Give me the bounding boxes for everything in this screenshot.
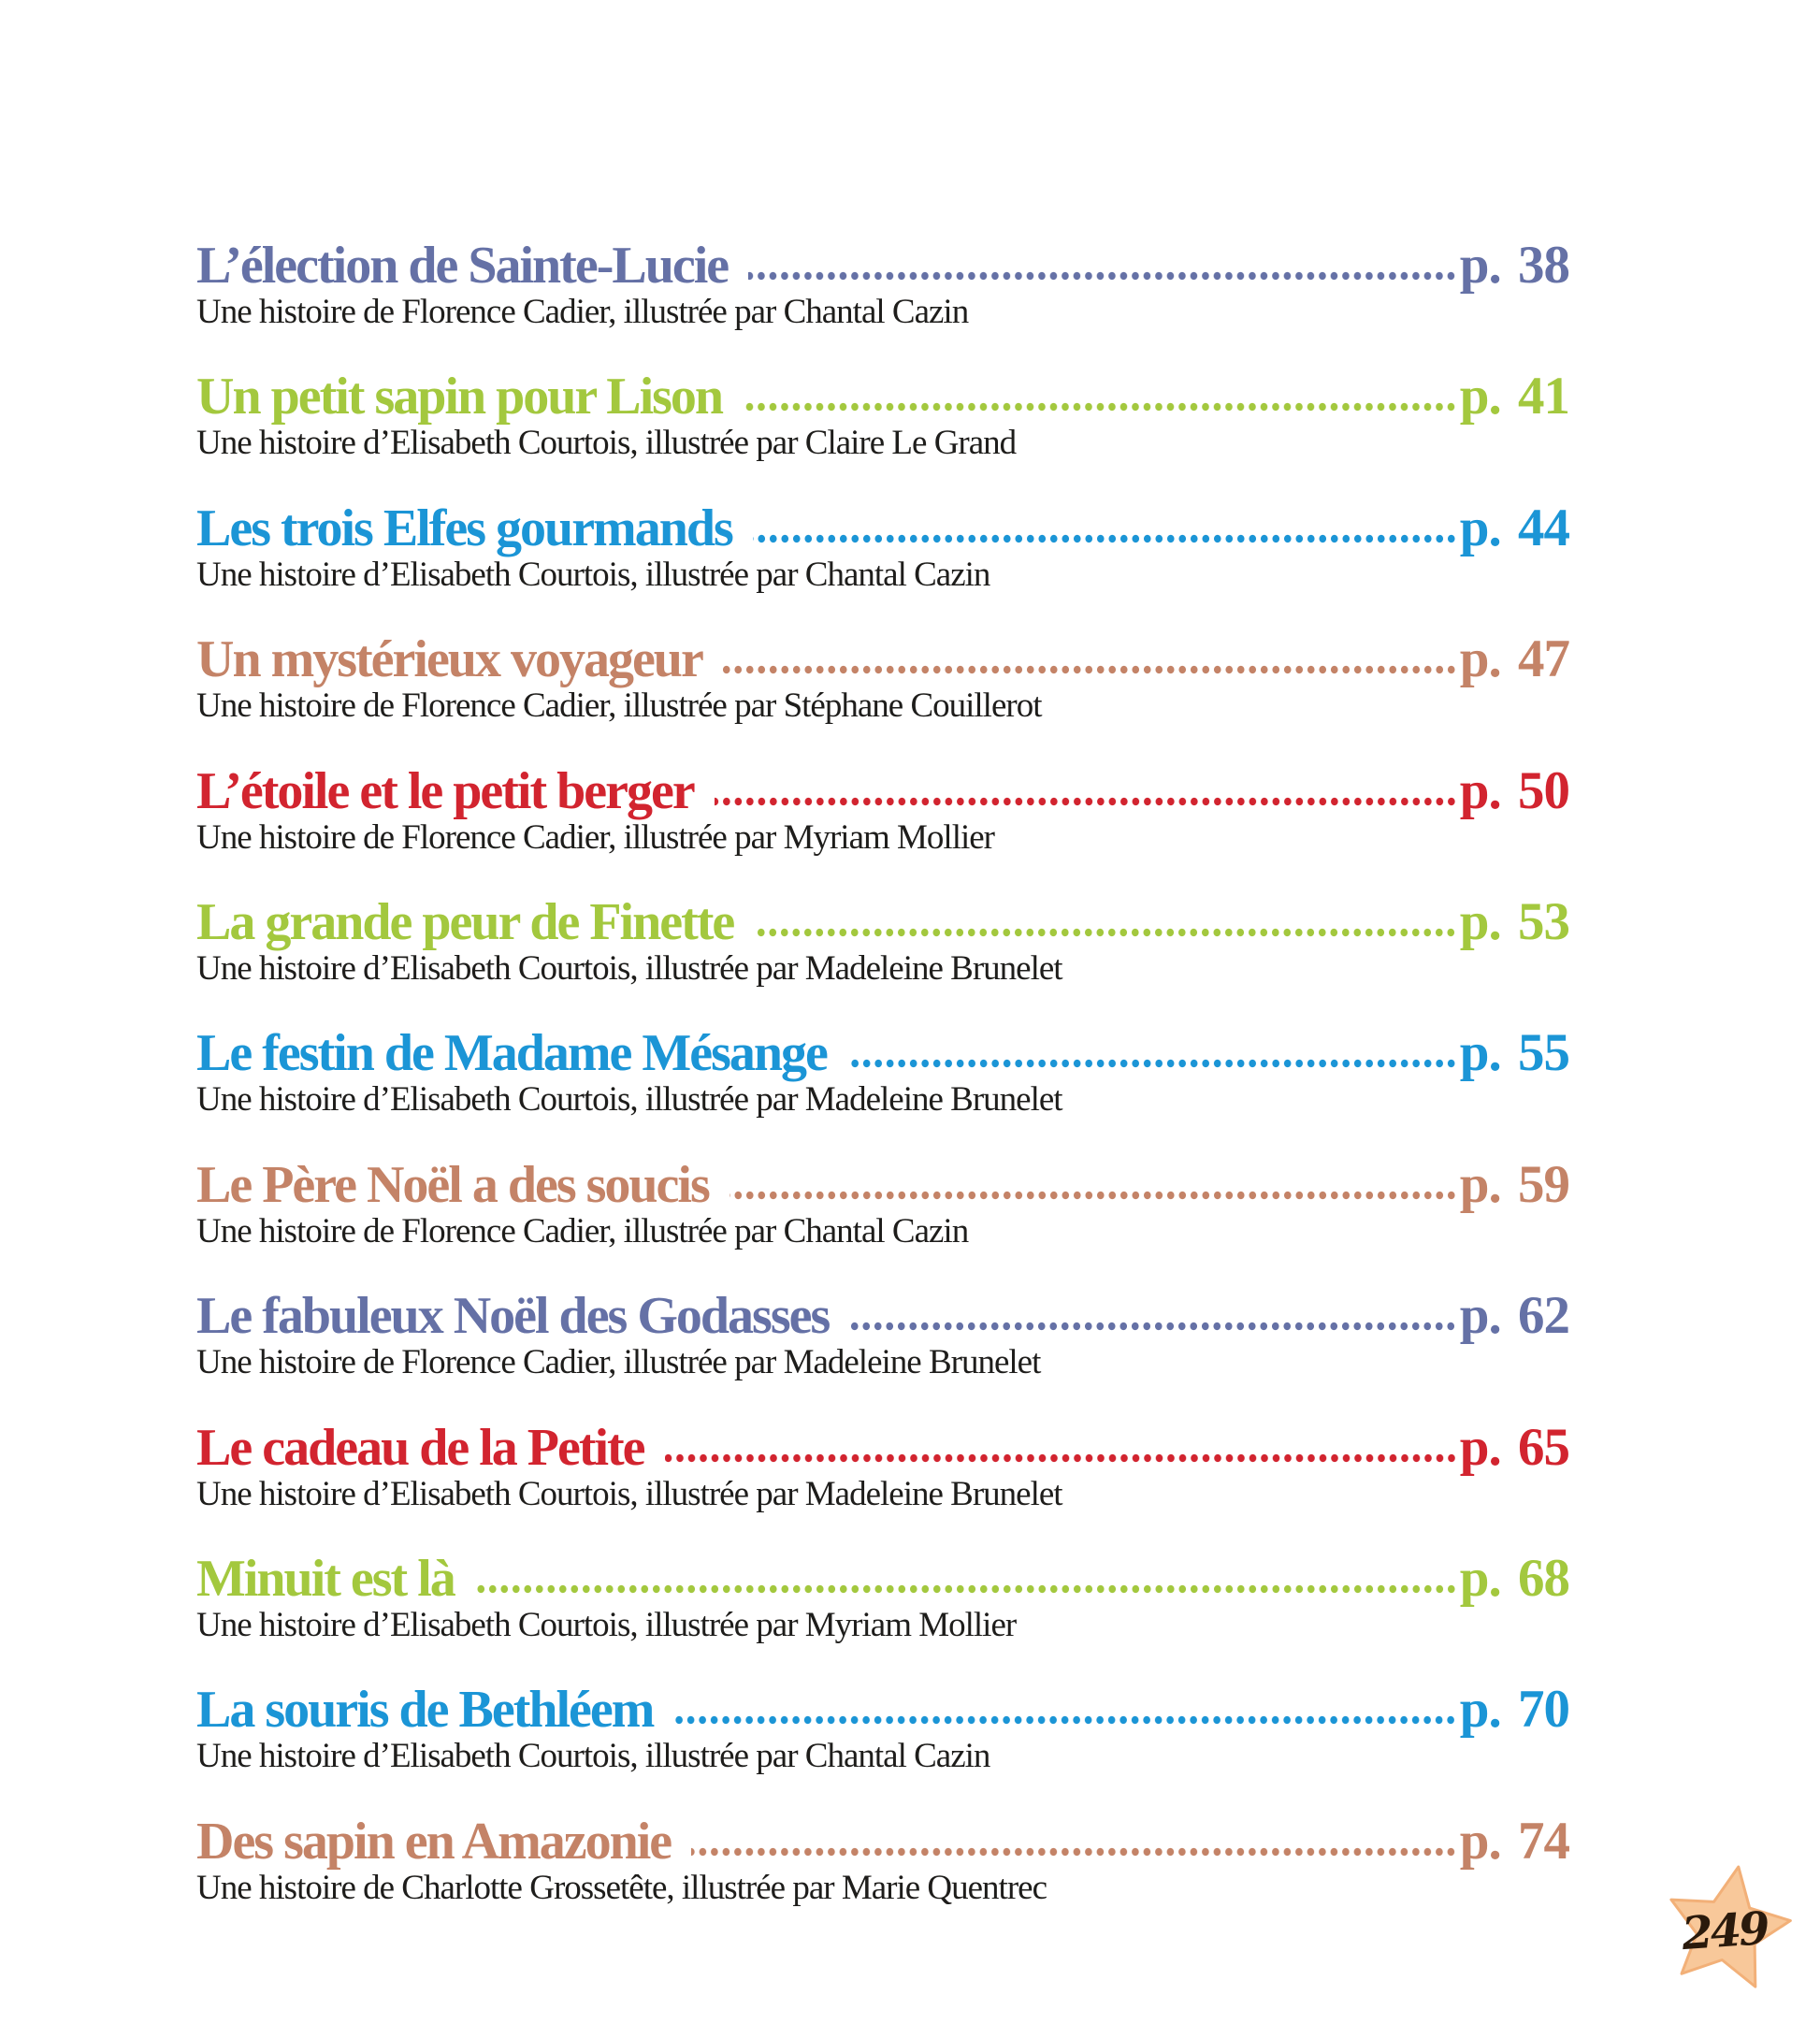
entry-credit: Une histoire d’Elisabeth Courtois, illustrée par Madeleine Brunelet <box>196 1080 1062 1120</box>
dotted-leader <box>849 1321 1457 1332</box>
entry-title: Le festin de Madame Mésange <box>196 1024 827 1083</box>
entry-title-row <box>196 1682 1569 1738</box>
entry-title: L’étoile et le petit berger <box>196 761 694 820</box>
dotted-leader <box>723 664 1457 675</box>
entry-title-row <box>196 500 1569 556</box>
toc-entry <box>196 1417 1569 1513</box>
entry-title-row <box>196 1154 1569 1214</box>
toc-entry <box>196 891 1569 988</box>
entry-title: Minuit est là <box>196 1549 455 1608</box>
dotted-leader <box>847 1058 1457 1069</box>
entry-page-number: p. 47 <box>1459 629 1569 689</box>
entry-credit: Une histoire de Florence Cadier, illustrée par Chantal Cazin <box>196 1211 969 1250</box>
entry-credit: Une histoire de Florence Cadier, illustrée par Stéphane Couillerot <box>196 687 1042 726</box>
toc-entry <box>196 238 1569 331</box>
dotted-leader <box>754 927 1457 938</box>
entry-credit: Une histoire de Florence Cadier, illustrée par Chantal Cazin <box>196 293 969 331</box>
entry-page-number: p. 53 <box>1459 891 1569 951</box>
toc-list <box>196 238 1569 1944</box>
entry-credit: Une histoire d’Elisabeth Courtois, illustrée par Chantal Cazin <box>196 555 990 594</box>
entry-page-number: p. 62 <box>1459 1286 1569 1346</box>
entry-title-row <box>196 238 1569 294</box>
toc-entry <box>196 1548 1569 1644</box>
entry-credit: Une histoire d’Elisabeth Courtois, illustrée par Claire Le Grand <box>196 424 1017 463</box>
dotted-leader <box>743 401 1457 412</box>
entry-page-number: p. 50 <box>1459 760 1569 820</box>
toc-entry <box>196 1288 1569 1381</box>
toc-entry <box>196 1025 1569 1119</box>
entry-page-number: p. 41 <box>1459 367 1569 426</box>
toc-entry <box>196 369 1569 462</box>
dotted-leader <box>715 796 1457 807</box>
entry-title: Un petit sapin pour Lison <box>196 368 723 426</box>
entry-title: Le Père Noël a des soucis <box>196 1155 709 1214</box>
dotted-leader <box>753 533 1457 544</box>
entry-title-row <box>196 760 1569 820</box>
star-icon <box>1634 1836 1820 2023</box>
dotted-leader <box>673 1714 1456 1726</box>
entry-page-number: p. 74 <box>1459 1811 1569 1871</box>
entry-title-row <box>196 1025 1569 1081</box>
entry-title: Des sapin en Amazonie <box>196 1812 672 1871</box>
entry-title: Un mystérieux voyageur <box>196 630 702 689</box>
toc-entry <box>196 1682 1569 1775</box>
page-number-star <box>1634 1836 1820 2023</box>
entry-page-number: p. 68 <box>1459 1548 1569 1608</box>
entry-title: Les trois Elfes gourmands <box>196 499 732 557</box>
entry-title: La grande peur de Finette <box>196 892 734 951</box>
entry-title-row <box>196 1288 1569 1344</box>
entry-title-row <box>196 1417 1569 1477</box>
entry-credit: Une histoire d’Elisabeth Courtois, illustrée par Myriam Mollier <box>196 1605 1017 1644</box>
toc-entry <box>196 1811 1569 1907</box>
entry-page-number: p. 59 <box>1459 1154 1569 1214</box>
dotted-leader <box>691 1846 1457 1857</box>
page-number: 249 <box>1680 1901 1769 1961</box>
entry-title: Le cadeau de la Petite <box>196 1418 644 1477</box>
entry-page-number: p. 44 <box>1459 498 1569 557</box>
entry-title-row <box>196 1811 1569 1871</box>
entry-page-number: p. 55 <box>1459 1023 1569 1083</box>
entry-title-row <box>196 631 1569 687</box>
entry-credit: Une histoire de Florence Cadier, illustrée par Myriam Mollier <box>196 817 994 857</box>
entry-credit: Une histoire d’Elisabeth Courtois, illustrée par Chantal Cazin <box>196 1737 990 1776</box>
entry-page-number: p. 70 <box>1459 1680 1569 1740</box>
dotted-leader <box>748 270 1457 282</box>
entry-title-row <box>196 369 1569 425</box>
dotted-leader <box>729 1190 1457 1201</box>
entry-credit: Une histoire de Florence Cadier, illustrée par Madeleine Brunelet <box>196 1343 1041 1382</box>
entry-credit: Une histoire d’Elisabeth Courtois, illustrée par Madeleine Brunelet <box>196 1474 1062 1513</box>
entry-title: Le fabuleux Noël des Godasses <box>196 1287 830 1346</box>
toc-entry <box>196 500 1569 594</box>
entry-title: La souris de Bethléem <box>196 1681 654 1740</box>
dotted-leader <box>475 1583 1457 1595</box>
entry-title: L’élection de Sainte-Lucie <box>196 237 729 295</box>
toc-entry <box>196 631 1569 725</box>
toc-entry <box>196 1154 1569 1250</box>
entry-page-number: p. 38 <box>1459 236 1569 295</box>
toc-entry <box>196 760 1569 857</box>
entry-title-row <box>196 891 1569 951</box>
entry-credit: Une histoire d’Elisabeth Courtois, illustrée par Madeleine Brunelet <box>196 948 1062 988</box>
dotted-leader <box>665 1453 1457 1464</box>
entry-credit: Une histoire de Charlotte Grossetête, illustrée par Marie Quentrec <box>196 1868 1047 1907</box>
entry-title-row <box>196 1548 1569 1608</box>
entry-page-number: p. 65 <box>1459 1417 1569 1477</box>
